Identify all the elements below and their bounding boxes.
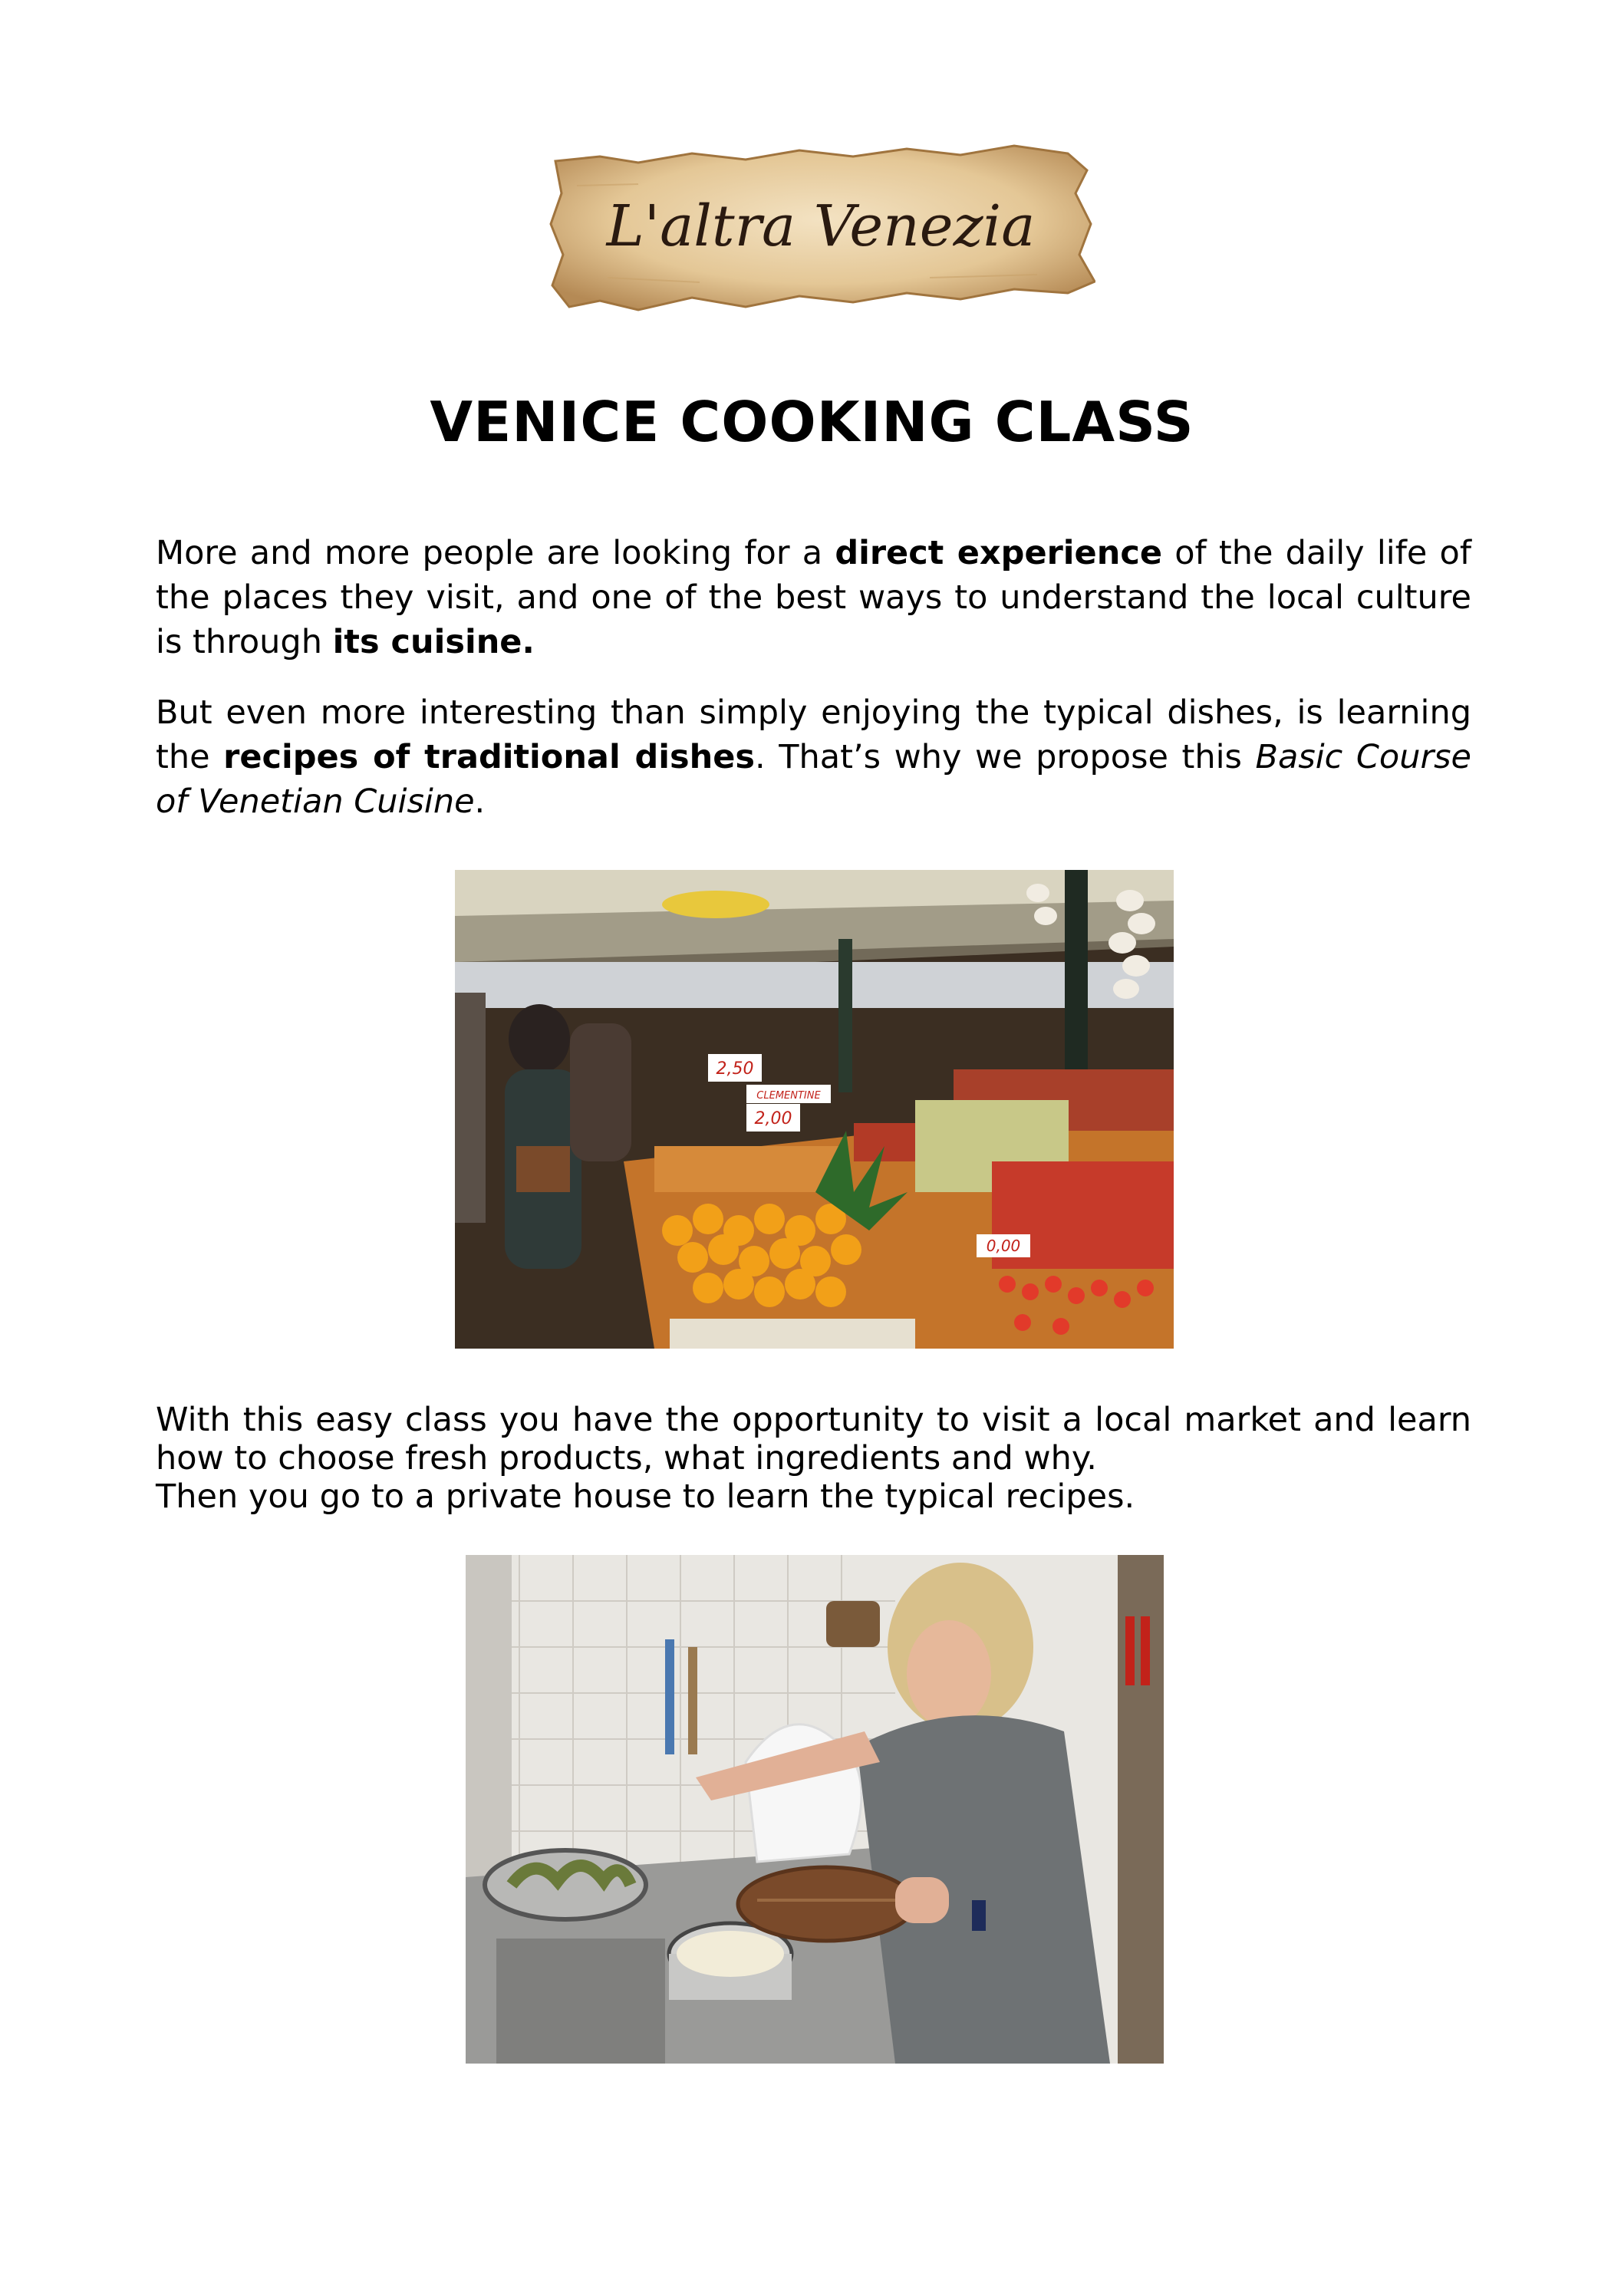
class-line-1: With this easy class you have the opportunity to visit a local market and learn: [156, 1401, 1471, 1439]
price-tag-2: 2,00: [754, 1109, 792, 1128]
class-paragraph: [156, 1401, 1471, 1516]
price-tag-clementine: CLEMENTINE: [756, 1090, 821, 1102]
kitchen-photo: [466, 1555, 1164, 2064]
market-photo: [455, 870, 1174, 1349]
class-line-2: how to choose fresh products, what ingredients and why.: [156, 1439, 1097, 1477]
logo: [546, 140, 1095, 316]
class-line-3: Then you go to a private house to learn the typical recipes.: [156, 1477, 1135, 1516]
price-tag-1: 2,50: [716, 1059, 754, 1079]
intro-text-1: More and more people are looking for a: [156, 534, 835, 572]
intro-bold-direct-experience: direct experience: [835, 534, 1162, 572]
recipes-text-1: But even more interesting than simply enjoying the typical dishes, is learning the: [156, 693, 1471, 776]
intro-paragraph: [156, 531, 1471, 664]
intro-bold-cuisine: its cuisine.: [332, 623, 535, 661]
logo-text: L'altra Venezia: [606, 193, 1036, 259]
price-tag-3: 0,00: [986, 1237, 1021, 1255]
recipes-text-2: . That’s why we propose this: [755, 738, 1256, 776]
recipes-bold: recipes of traditional dishes: [223, 738, 756, 776]
course-name-italic: Basic Course of Venetian Cuisine: [156, 738, 1471, 821]
recipes-text-3: .: [474, 782, 486, 821]
page-title: VENICE COOKING CLASS: [430, 390, 1194, 454]
intro-text-2: of the daily life of the places they visit, and one of the best ways to understand the local culture is through: [156, 534, 1471, 661]
recipes-paragraph: [156, 690, 1471, 824]
